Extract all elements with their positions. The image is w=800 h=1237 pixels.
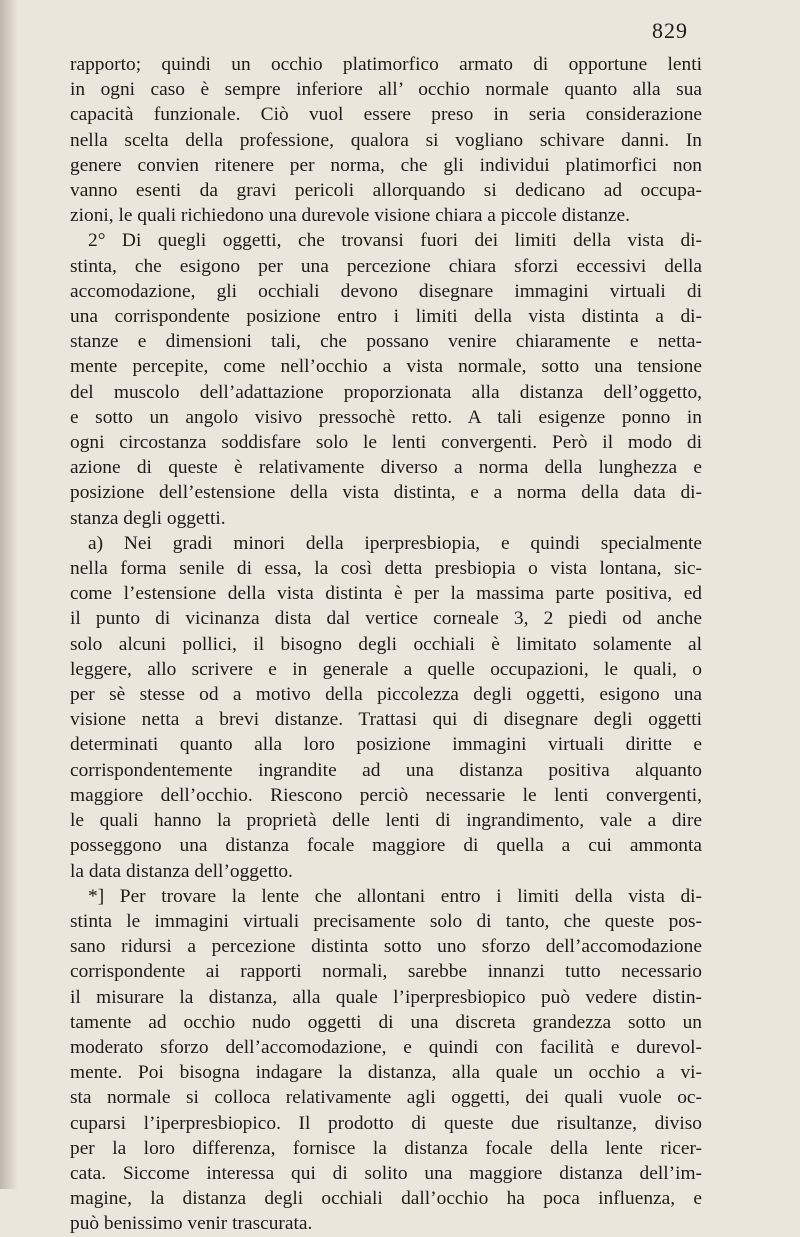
text-line: azione di queste è relativamente diverso a norma della lunghezza e: [70, 457, 702, 479]
text-line: determinati quanto alla loro posizione immagini virtuali diritte e: [70, 734, 702, 756]
text-line: come l’estensione della vista distinta è per la massima parte positiva, ed: [70, 583, 702, 605]
text-line: ogni circostanza soddisfare solo le lenti convergenti. Però il modo di: [70, 432, 702, 454]
text-line: cata. Siccome interessa qui di solito una maggiore distanza dell’im-: [70, 1162, 702, 1184]
text-line: per sè stesse od a motivo della piccolezza degli oggetti, esigono una: [70, 684, 702, 706]
text-line: visione netta a brevi distanze. Trattasi qui di disegnare degli oggetti: [70, 709, 702, 731]
text-line: a) Nei gradi minori della iperpresbiopia, e quindi specialmente: [88, 532, 702, 554]
text-line: stinta le immagini virtuali precisamente solo di tanto, che queste pos-: [70, 910, 702, 932]
text-line: mente. Poi bisogna indagare la distanza, alla quale un occhio a vi-: [70, 1062, 702, 1084]
text-line: solo alcuni pollici, il bisogno degli occhiali è limitato solamente al: [70, 633, 702, 655]
text-line: sano ridursi a percezione distinta sotto uno sforzo dell’accomodazione: [70, 936, 702, 958]
text-line: il punto di vicinanza dista dal vertice corneale 3, 2 piedi od anche: [70, 608, 702, 630]
text-line: *] Per trovare la lente che allontani entro i limiti della vista di-: [88, 885, 702, 907]
text-line: del muscolo dell’adattazione proporzionata alla distanza dell’oggetto,: [70, 381, 702, 403]
text-line: nella scelta della professione, qualora si vogliano schivare danni. In: [70, 129, 702, 151]
text-line: in ogni caso è sempre inferiore all’ occhio normale quanto alla sua: [70, 79, 702, 101]
text-line: stanze e dimensioni tali, che possano venire chiaramente e netta-: [70, 331, 702, 353]
text-line: cuparsi l’iperpresbiopico. Il prodotto di queste due risultanze, diviso: [70, 1112, 702, 1134]
text-line: posseggono una distanza focale maggiore di quella a cui ammonta: [70, 835, 702, 857]
text-line: accomodazione, gli occhiali devono disegnare immagini virtuali di: [70, 280, 702, 302]
text-line: rapporto; quindi un occhio platimorfico armato di opportune lenti: [70, 54, 702, 75]
text-line: leggere, allo scrivere e in generale a quelle occupazioni, le quali, o: [70, 658, 702, 680]
text-line: stinta, che esigono per una percezione chiara sforzi eccessivi della: [70, 255, 702, 277]
text-line: per la loro differenza, fornisce la distanza focale della lente ricer-: [70, 1137, 702, 1159]
text-line: il misurare la distanza, alla quale l’iperpresbiopico può vedere distin-: [70, 986, 702, 1008]
body-text: [70, 52, 702, 1237]
text-line: corrispondente ai rapporti normali, sarebbe innanzi tutto necessario: [70, 961, 702, 983]
text-line: genere convien ritenere per norma, che gli individui platimorfici non: [70, 154, 702, 176]
text-line: capacità funzionale. Ciò vuol essere preso in seria considerazione: [70, 104, 702, 126]
page-number: 829: [652, 18, 688, 43]
text-line: maggiore dell’occhio. Riescono perciò necessarie le lenti convergenti,: [70, 784, 702, 806]
text-line: 2° Di quegli oggetti, che trovansi fuori dei limiti della vista di-: [88, 230, 702, 252]
text-line: sta normale si colloca relativamente agli oggetti, dei quali vuole oc-: [70, 1087, 702, 1109]
text-line: corrispondentemente ingrandite ad una distanza positiva alquanto: [70, 759, 702, 781]
text-line: e sotto un angolo visivo pressochè retto. A tali esigenze ponno in: [70, 406, 702, 428]
text-line: una corrispondente posizione entro i limiti della vista distinta a di-: [70, 306, 702, 328]
text-line: tamente ad occhio nudo oggetti di una discreta grandezza sotto un: [70, 1011, 702, 1033]
text-line: vanno esenti da gravi pericoli allorquando si dedicano ad occupa-: [70, 180, 702, 202]
text-line: nella forma senile di essa, la così detta presbiopia o vista lontana, sic-: [70, 558, 702, 580]
text-line: posizione dell’estensione della vista distinta, e a norma della data di-: [70, 482, 702, 504]
text-line: moderato sforzo dell’accomodazione, e quindi con facilità e durevol-: [70, 1036, 702, 1058]
text-line: magine, la distanza degli occhiali dall’occhio ha poca influenza, e: [70, 1188, 702, 1210]
text-line: mente percepite, come nell’occhio a vista normale, sotto una tensione: [70, 356, 702, 378]
text-line: può benissimo venir trascurata.: [70, 1213, 313, 1235]
text-line: le quali hanno la proprietà delle lenti di ingrandimento, vale a dire: [70, 810, 702, 832]
text-line: la data distanza dell’oggetto.: [70, 860, 293, 882]
text-line: stanza degli oggetti.: [70, 507, 226, 529]
page-left-shadow: [0, 0, 18, 1189]
text-line: zioni, le quali richiedono una durevole visione chiara a piccole distanze.: [70, 205, 630, 227]
